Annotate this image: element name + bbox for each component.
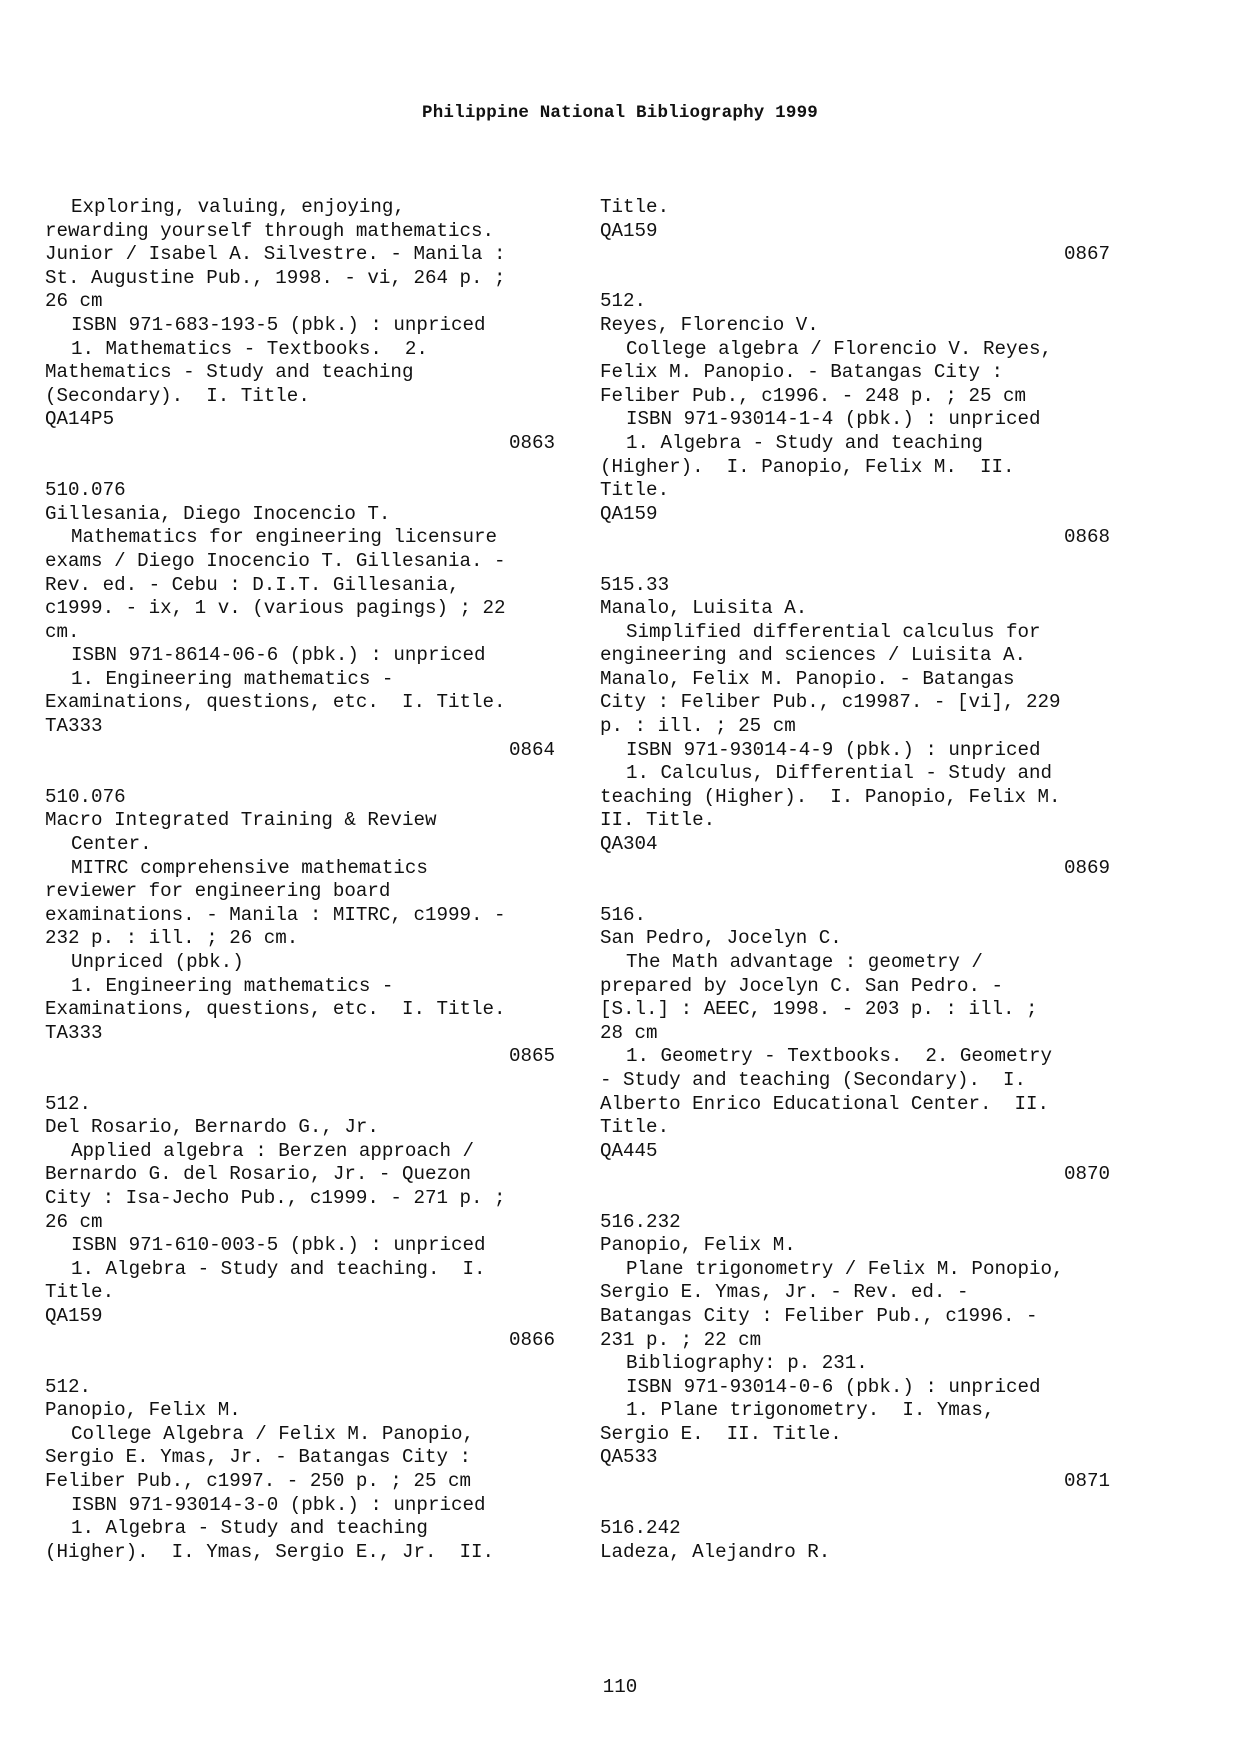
entry-line: QA159 [600, 502, 658, 525]
entry-line: ISBN 971-93014-4-9 (pbk.) : unpriced [626, 738, 1041, 761]
right-column [600, 196, 1110, 1564]
entry-line: Feliber Pub., c1997. - 250 p. ; 25 cm [45, 1470, 472, 1493]
entry-line: ISBN 971-8614-06-6 (pbk.) : unpriced [71, 644, 486, 667]
entry-line: QA14P5 [45, 408, 115, 431]
bibliography-entry [45, 1093, 555, 1353]
entry-line: City : Isa-Jecho Pub., c1999. - 271 p. ; [45, 1186, 506, 1209]
entry-line: 1. Geometry - Textbooks. 2. Geometry [626, 1045, 1053, 1068]
entry-line: Alberto Enrico Educational Center. II. [600, 1092, 1050, 1115]
entry-line: 512. [600, 290, 647, 313]
entry-line: Title. [600, 1116, 670, 1139]
entry-line: Panopio, Felix M. [45, 1399, 241, 1422]
entry-line: QA445 [600, 1139, 658, 1162]
entry-line: 516.242 [600, 1517, 681, 1540]
entry-line: 1. Engineering mathematics - [71, 667, 394, 690]
entry-line: 231 p. ; 22 cm [600, 1328, 762, 1351]
entry-line: ISBN 971-93014-1-4 (pbk.) : unpriced [626, 408, 1041, 431]
page-number: 110 [602, 1676, 638, 1698]
entry-line: Examinations, questions, etc. I. Title. [45, 691, 506, 714]
entry-line: Plane trigonometry / Felix M. Ponopio, [626, 1257, 1064, 1280]
entry-line: Batangas City : Feliber Pub., c1996. - [600, 1304, 1038, 1327]
entry-number: 0865 [508, 1045, 555, 1068]
entry-line: Mathematics for engineering licensure [71, 526, 498, 549]
bibliography-entry [45, 786, 555, 1069]
entry-line: Examinations, questions, etc. I. Title. [45, 998, 506, 1021]
entry-line: 28 cm [600, 1021, 658, 1044]
entry-line: Mathematics - Study and teaching [45, 361, 414, 384]
entry-number: 0868 [1063, 526, 1110, 549]
entry-line: Applied algebra : Berzen approach / [71, 1139, 475, 1162]
entry-line: 1. Plane trigonometry. I. Ymas, [626, 1399, 995, 1422]
entry-line: 510.076 [45, 785, 126, 808]
entry-line: Simplified differential calculus for [626, 620, 1041, 643]
entry-line: Junior / Isabel A. Silvestre. - Manila : [45, 243, 506, 266]
entry-number: 0867 [1063, 243, 1110, 266]
entry-line: ISBN 971-683-193-5 (pbk.) : unpriced [71, 313, 486, 336]
entry-line: 1. Algebra - Study and teaching [626, 431, 983, 454]
page-title: Philippine National Bibliography 1999 [422, 103, 818, 123]
bibliography-entry [600, 904, 1110, 1187]
entry-line: College algebra / Florencio V. Reyes, [626, 337, 1053, 360]
entry-line: 1. Algebra - Study and teaching [71, 1517, 428, 1540]
entry-line: St. Augustine Pub., 1998. - vi, 264 p. ; [45, 266, 506, 289]
entry-line: Center. [71, 833, 152, 856]
entry-number: 0866 [508, 1328, 555, 1351]
entry-line: prepared by Jocelyn C. San Pedro. - [600, 974, 1004, 997]
entry-line: San Pedro, Jocelyn C. [600, 927, 842, 950]
entry-line: Exploring, valuing, enjoying, [71, 196, 405, 218]
bibliography-entry [600, 1517, 1110, 1564]
entry-line: Manalo, Luisita A. [600, 597, 808, 620]
entry-line: College Algebra / Felix M. Panopio, [71, 1422, 475, 1445]
entry-line: 26 cm [45, 290, 103, 313]
bibliography-entry [600, 1211, 1110, 1494]
entry-line: QA533 [600, 1446, 658, 1469]
entry-line: QA159 [600, 219, 658, 242]
entry-line: 232 p. : ill. ; 26 cm. [45, 927, 299, 950]
entry-line: 515.33 [600, 573, 670, 596]
entry-line: 26 cm [45, 1210, 103, 1233]
entry-line: (Higher). I. Ymas, Sergio E., Jr. II. [45, 1540, 495, 1563]
entry-line: MITRC comprehensive mathematics [71, 856, 428, 879]
entry-line: ISBN 971-93014-0-6 (pbk.) : unpriced [626, 1375, 1041, 1398]
entry-line: rewarding yourself through mathematics. [45, 219, 495, 242]
entry-line: Title. [45, 1281, 115, 1304]
entry-line: Bernardo G. del Rosario, Jr. - Quezon [45, 1163, 472, 1186]
entry-line: (Secondary). I. Title. [45, 384, 310, 407]
entry-line: TA333 [45, 715, 103, 738]
entry-line: c1999. - ix, 1 v. (various pagings) ; 22 [45, 597, 506, 620]
entry-line: Gillesania, Diego Inocencio T. [45, 502, 391, 525]
entry-line: 516. [600, 903, 647, 926]
entry-line: (Higher). I. Panopio, Felix M. II. [600, 455, 1015, 478]
entry-line: reviewer for engineering board [45, 880, 391, 903]
entry-line: Felix M. Panopio. - Batangas City : [600, 361, 1004, 384]
entry-line: examinations. - Manila : MITRC, c1999. - [45, 903, 506, 926]
bibliography-entry [45, 196, 555, 456]
entry-line: Reyes, Florencio V. [600, 313, 819, 336]
entry-line: QA304 [600, 833, 658, 856]
entry-line: 1. Calculus, Differential - Study and [626, 762, 1053, 785]
entry-line: Unpriced (pbk.) [71, 951, 244, 973]
entry-line: - Study and teaching (Secondary). I. [600, 1068, 1027, 1091]
entry-line: teaching (Higher). I. Panopio, Felix M. [600, 785, 1061, 808]
bibliography-entry [45, 1376, 555, 1565]
entry-line: 1. Mathematics - Textbooks. 2. [71, 337, 428, 360]
entry-line: II. Title. [600, 809, 716, 832]
entry-line: Bibliography: p. 231. [626, 1352, 868, 1375]
entry-line: City : Feliber Pub., c19987. - [vi], 229 [600, 691, 1061, 714]
entry-number: 0870 [1063, 1163, 1110, 1186]
entry-line: p. : ill. ; 25 cm [600, 715, 796, 738]
entry-line: 510.076 [45, 479, 126, 502]
entry-line: Rev. ed. - Cebu : D.I.T. Gillesania, [45, 573, 460, 596]
entry-line: Del Rosario, Bernardo G., Jr. [45, 1116, 379, 1139]
entry-line: exams / Diego Inocencio T. Gillesania. - [45, 549, 506, 572]
entry-line: Feliber Pub., c1996. - 248 p. ; 25 cm [600, 384, 1027, 407]
entry-line: Title. [600, 196, 670, 218]
entry-line: The Math advantage : geometry / [626, 951, 983, 973]
entry-line: 512. [45, 1375, 92, 1398]
entry-line: Sergio E. II. Title. [600, 1422, 842, 1445]
entry-line: Manalo, Felix M. Panopio. - Batangas [600, 667, 1015, 690]
entry-line: QA159 [45, 1304, 103, 1327]
entry-line: Title. [600, 479, 670, 502]
bibliography-entry [600, 196, 1110, 267]
entry-line: ISBN 971-93014-3-0 (pbk.) : unpriced [71, 1493, 486, 1516]
entry-line: engineering and sciences / Luisita A. [600, 644, 1027, 667]
entry-line: cm. [45, 620, 80, 643]
entry-line: 516.232 [600, 1210, 681, 1233]
entry-line: Macro Integrated Training & Review [45, 809, 437, 832]
entry-line: Sergio E. Ymas, Jr. - Batangas City : [45, 1446, 472, 1469]
bibliography-entry [600, 290, 1110, 550]
entry-line: 1. Algebra - Study and teaching. I. [71, 1257, 486, 1280]
entry-number: 0864 [508, 738, 555, 761]
bibliography-entry [600, 574, 1110, 881]
entry-number: 0863 [508, 431, 555, 454]
entry-line: Sergio E. Ymas, Jr. - Rev. ed. - [600, 1281, 969, 1304]
entry-line: 1. Engineering mathematics - [71, 974, 394, 997]
entry-line: TA333 [45, 1021, 103, 1044]
entry-line: 512. [45, 1092, 92, 1115]
left-column [45, 196, 555, 1564]
entry-number: 0871 [1063, 1470, 1110, 1493]
bibliography-entry [45, 479, 555, 762]
entry-line: Ladeza, Alejandro R. [600, 1540, 831, 1563]
entry-line: ISBN 971-610-003-5 (pbk.) : unpriced [71, 1234, 486, 1257]
entry-number: 0869 [1063, 856, 1110, 879]
entry-line: Panopio, Felix M. [600, 1234, 796, 1257]
entry-line: [S.l.] : AEEC, 1998. - 203 p. : ill. ; [600, 998, 1038, 1021]
